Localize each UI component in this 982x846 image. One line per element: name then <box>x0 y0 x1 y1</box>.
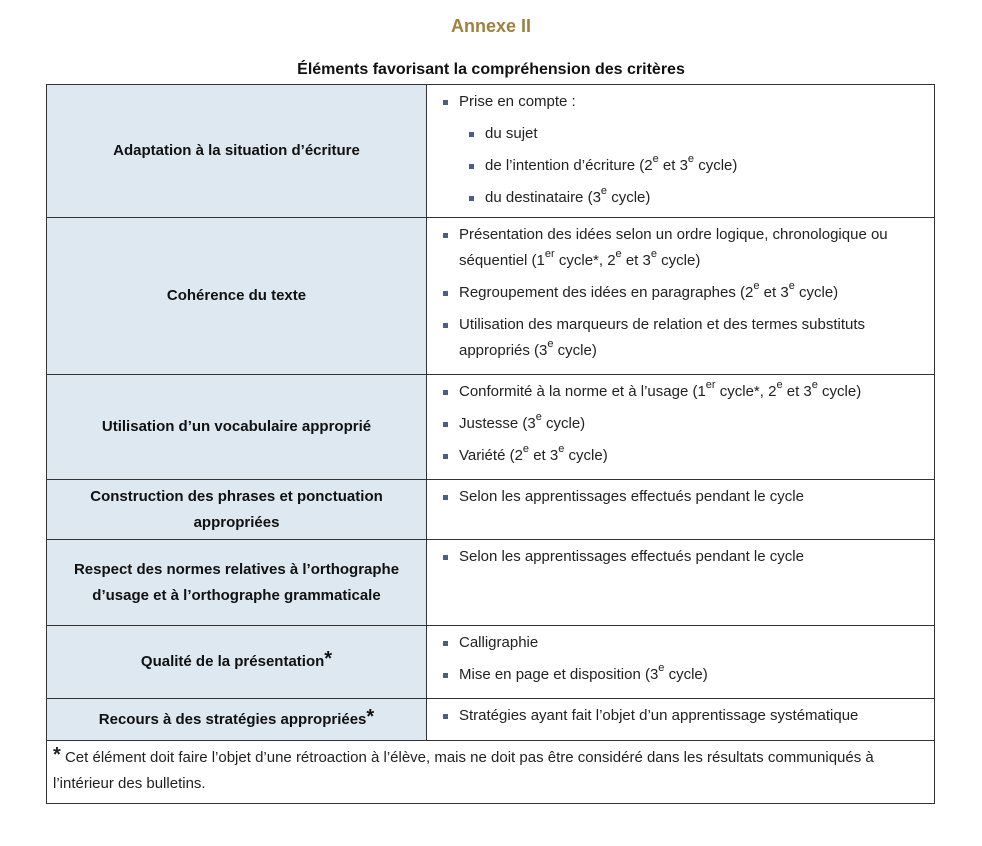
criterion-items <box>427 626 935 699</box>
square-bullet-icon <box>443 555 448 560</box>
square-bullet-icon <box>469 164 474 169</box>
criterion-subitem <box>467 121 922 147</box>
criterion-item-text: Utilisation des marqueurs de relation et des termes substituts appropriés (3e cycle) <box>459 316 866 359</box>
criterion-asterisk: * <box>366 705 375 728</box>
criterion-row <box>47 626 935 699</box>
criterion-row <box>47 540 935 626</box>
criterion-item-list <box>441 703 922 729</box>
criterion-items <box>427 480 935 540</box>
criterion-label <box>47 375 427 480</box>
criterion-label-text: Respect des normes relatives à l’orthographe d’usage et à l’orthographe grammaticale <box>73 560 400 604</box>
criterion-item <box>441 280 922 306</box>
square-bullet-icon <box>443 714 448 719</box>
criterion-item <box>441 630 922 656</box>
square-bullet-icon <box>443 495 448 500</box>
criterion-label <box>47 540 427 626</box>
footnote-row <box>47 741 935 804</box>
square-bullet-icon <box>443 323 448 328</box>
square-bullet-icon <box>443 641 448 646</box>
criterion-item-text: Prise en compte : <box>459 93 576 110</box>
criterion-subitem <box>467 153 922 179</box>
footnote-text: Cet élément doit faire l’objet d’une rétroaction à l’élève, mais ne doit pas être considéré dans les résultats communiqués à l’intérieur des bulletins. <box>53 749 874 792</box>
criterion-label-text: Cohérence du texte <box>166 287 307 304</box>
criterion-item <box>441 379 922 405</box>
criterion-label-text: Construction des phrases et ponctuation appropriées <box>90 487 383 531</box>
criterion-item <box>441 703 922 729</box>
criterion-item <box>441 484 922 510</box>
square-bullet-icon <box>443 422 448 427</box>
criterion-items <box>427 218 935 375</box>
criterion-label <box>47 699 427 741</box>
criterion-row <box>47 480 935 540</box>
criterion-item-list <box>441 222 922 364</box>
criterion-item-text: Stratégies ayant fait l’objet d’un apprentissage systématique <box>459 707 859 724</box>
criterion-item <box>441 443 922 469</box>
square-bullet-icon <box>469 196 474 201</box>
criterion-item-text: Mise en page et disposition (3e cycle) <box>459 662 708 683</box>
criterion-item <box>441 312 922 364</box>
criterion-label-text: Recours à des stratégies appropriées <box>98 710 367 728</box>
criterion-items <box>427 85 935 218</box>
criterion-subitem-text: de l’intention d’écriture (2e et 3e cycle) <box>485 153 738 174</box>
criterion-row <box>47 218 935 375</box>
square-bullet-icon <box>443 291 448 296</box>
square-bullet-icon <box>443 100 448 105</box>
criterion-label <box>47 626 427 699</box>
criterion-subitems <box>459 121 922 211</box>
square-bullet-icon <box>443 390 448 395</box>
criteria-table-body <box>47 85 935 741</box>
criterion-item-text: Conformité à la norme et à l’usage (1er cycle*, 2e et 3e cycle) <box>459 379 862 400</box>
criterion-item-list <box>441 379 922 469</box>
criterion-item-text: Selon les apprentissages effectués pendant le cycle <box>459 548 804 565</box>
footnote-asterisk: * <box>53 744 61 766</box>
criterion-item <box>441 662 922 688</box>
criterion-item-text: Variété (2e et 3e cycle) <box>459 443 608 464</box>
criterion-item-text: Calligraphie <box>459 634 539 651</box>
criterion-label <box>47 480 427 540</box>
criterion-items <box>427 699 935 741</box>
criterion-item <box>441 222 922 274</box>
criterion-item-text: Justesse (3e cycle) <box>459 411 586 432</box>
criterion-item-list <box>441 544 922 570</box>
criterion-item-text: Présentation des idées selon un ordre logique, chronologique ou séquentiel (1er cycle*, 2e et 3e cycle) <box>459 226 888 269</box>
page-title: Annexe II <box>450 16 532 36</box>
criterion-item <box>441 411 922 437</box>
criterion-asterisk: * <box>324 648 333 670</box>
criterion-item-text: Selon les apprentissages effectués pendant le cycle <box>459 488 804 505</box>
table-title: Éléments favorisant la compréhension des critères <box>297 61 685 78</box>
criterion-label-text: Adaptation à la situation d’écriture <box>113 142 360 159</box>
criterion-item <box>441 544 922 570</box>
criterion-row <box>47 85 935 218</box>
criterion-row <box>47 375 935 480</box>
criteria-table <box>46 84 935 804</box>
criterion-label <box>47 85 427 218</box>
square-bullet-icon <box>469 132 474 137</box>
criterion-label-text: Utilisation d’un vocabulaire approprié <box>101 418 372 435</box>
criterion-subitem <box>467 185 922 211</box>
square-bullet-icon <box>443 673 448 678</box>
square-bullet-icon <box>443 454 448 459</box>
criterion-label-text: Qualité de la présentation <box>140 653 325 670</box>
criterion-item-list <box>441 630 922 688</box>
criterion-subitem-text: du destinataire (3e cycle) <box>485 185 651 206</box>
criterion-label <box>47 218 427 375</box>
criterion-items <box>427 540 935 626</box>
footnote <box>47 741 935 804</box>
square-bullet-icon <box>443 233 448 238</box>
criterion-items <box>427 375 935 480</box>
criterion-item <box>441 89 922 211</box>
criterion-item-list <box>441 484 922 510</box>
criterion-item-text: Regroupement des idées en paragraphes (2e et 3e cycle) <box>459 280 839 301</box>
criterion-item-list <box>441 89 922 211</box>
criterion-subitem-text: du sujet <box>485 125 538 142</box>
criterion-row <box>47 699 935 741</box>
